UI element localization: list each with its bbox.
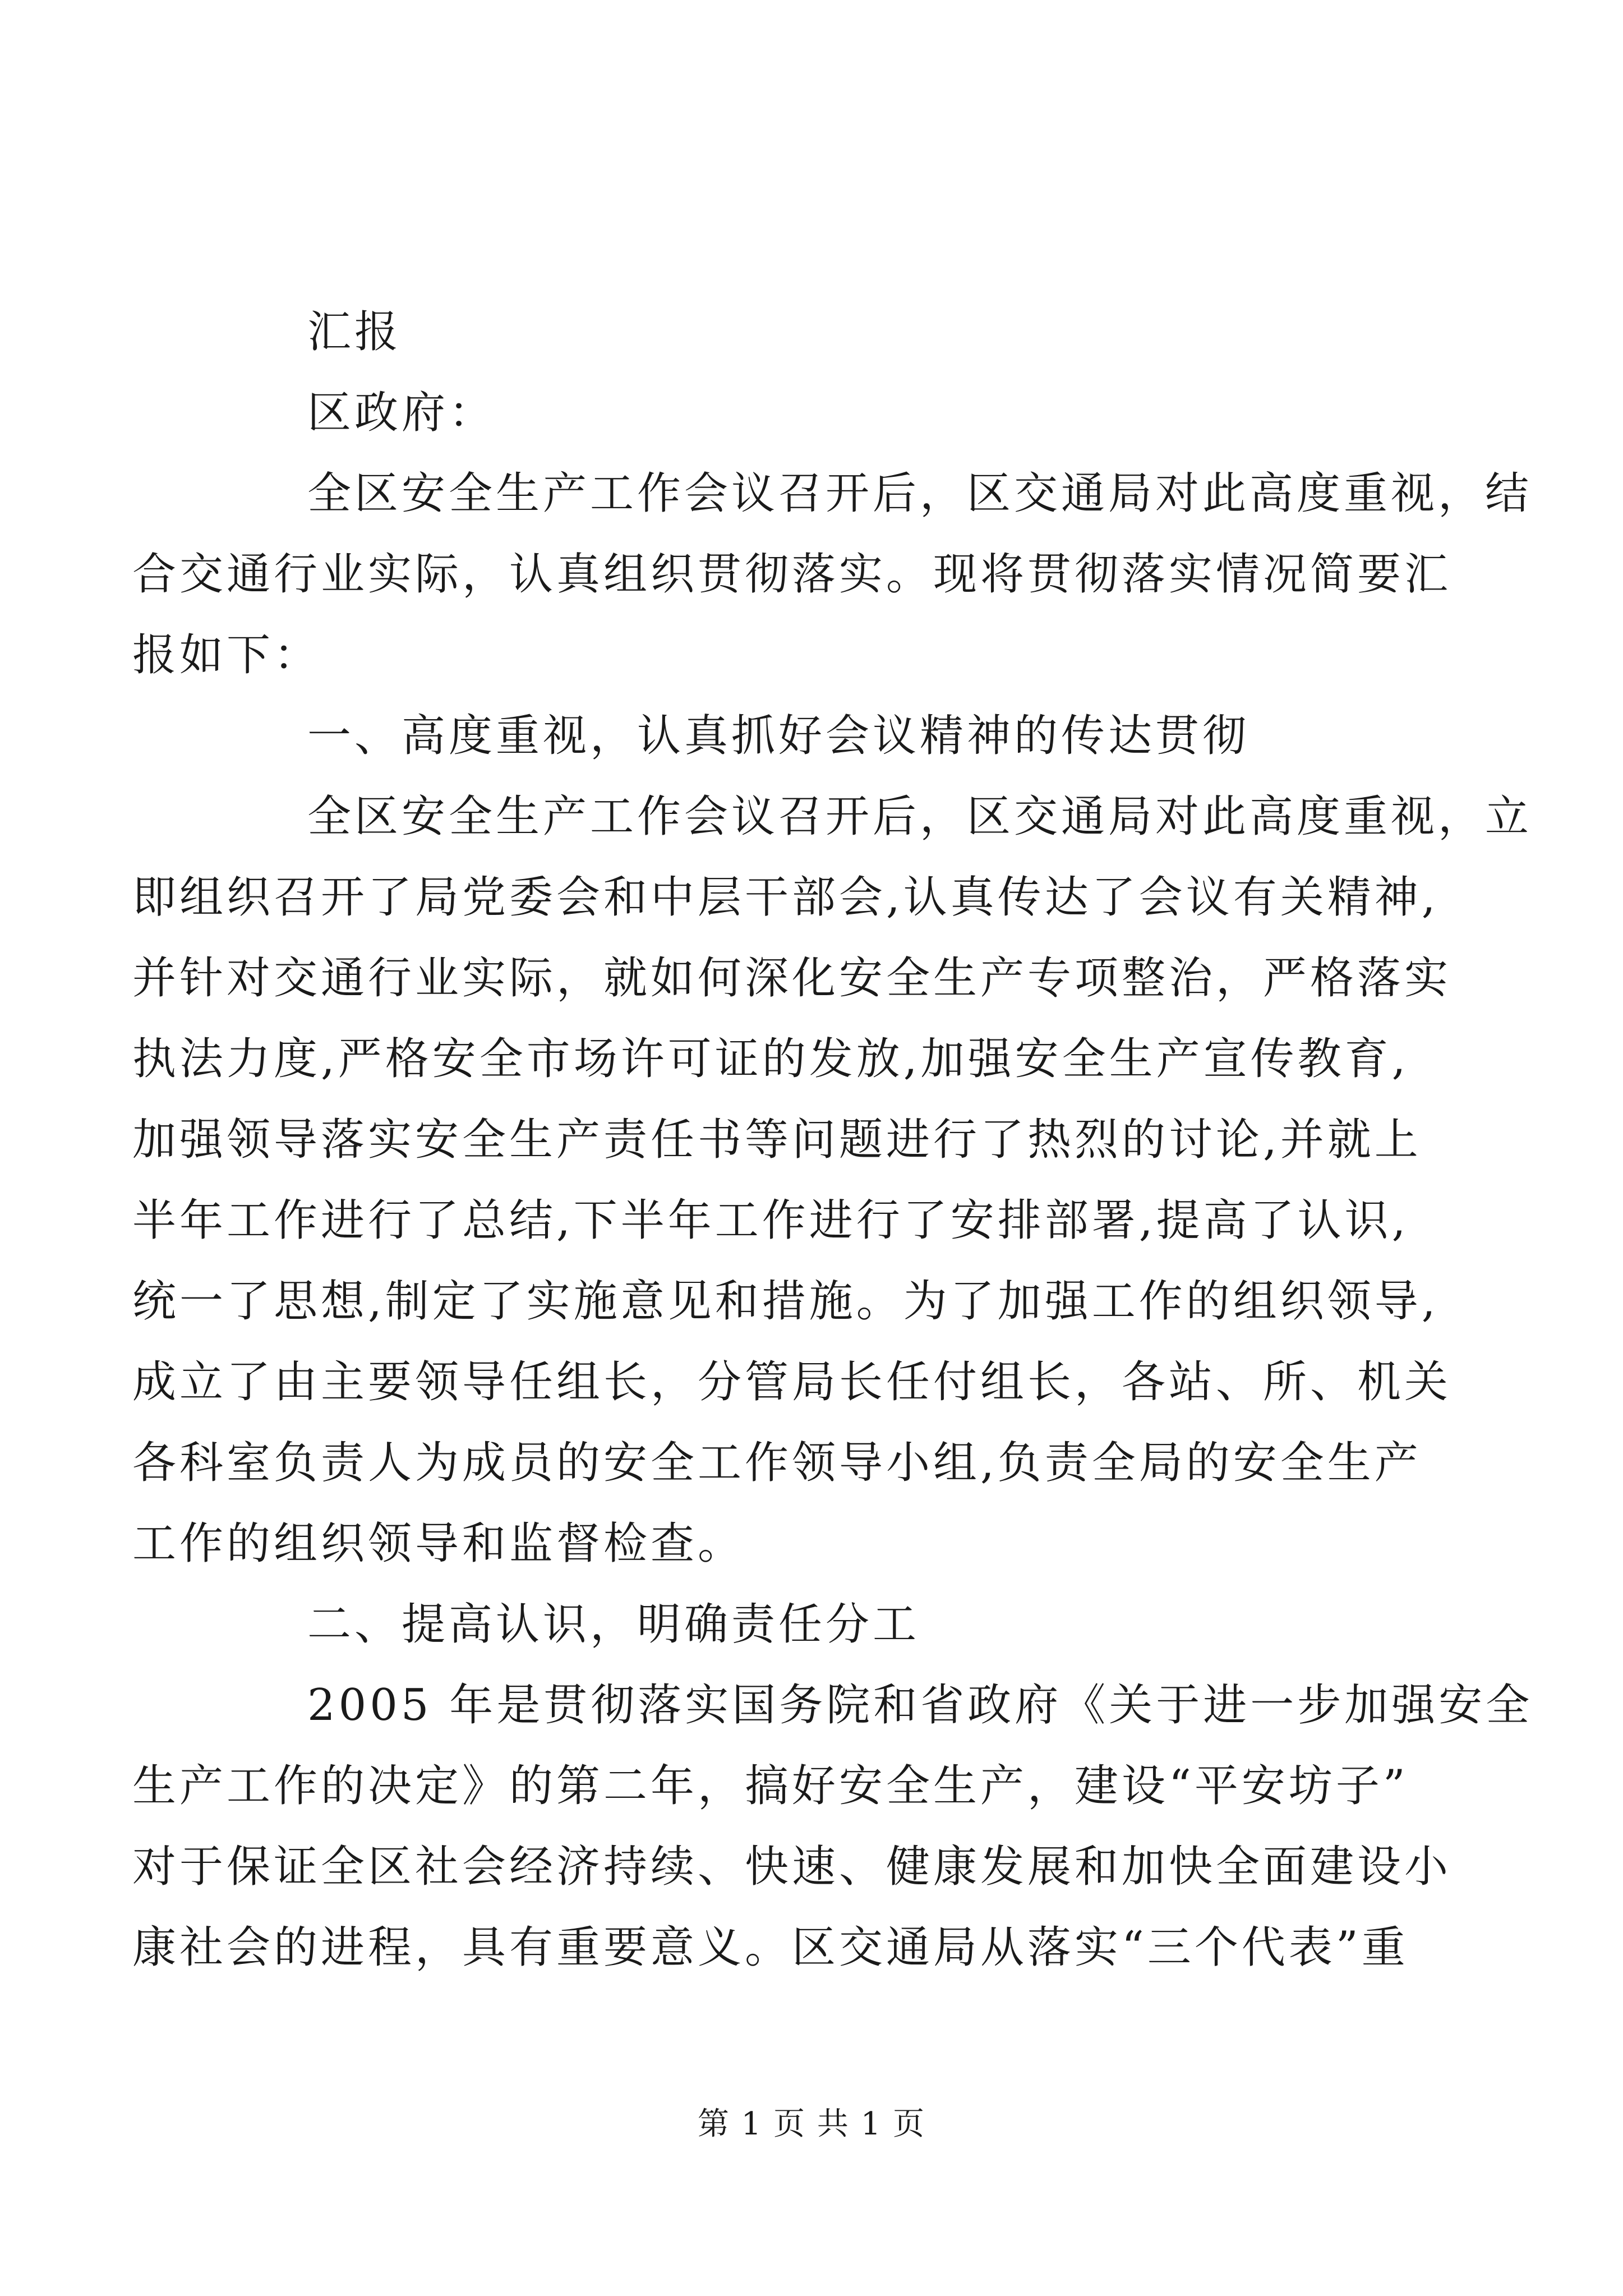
text-line: 工作的组织领导和监督检查。 xyxy=(132,1519,745,1569)
document-body xyxy=(132,292,1533,1988)
paragraph xyxy=(220,696,1428,776)
text-line: 对于保证全区社会经济持续、快速、健康发展和加快全面建设小 xyxy=(132,1842,1452,1892)
text-line: 康社会的进程，具有重要意义。区交通局从落实“三个代表”重 xyxy=(132,1922,1409,1973)
paragraph xyxy=(132,1665,1533,1988)
text-line: 半年工作进行了总结,下半年工作进行了安排部署,提高了认识, xyxy=(132,1195,1409,1246)
paragraph xyxy=(220,1584,1428,1665)
text-line: 全区安全生产工作会议召开后，区交通局对此高度重视，立 xyxy=(307,792,1533,842)
text-line: 2005 年是贯彻落实国务院和省政府《关于进一步加强安全 xyxy=(307,1680,1533,1731)
page-footer: 第 1 页 共 1 页 xyxy=(697,2106,926,2142)
text-line: 一、高度重视，认真抓好会议精神的传达贯彻 xyxy=(307,711,1250,761)
text-line: 全区安全生产工作会议召开后，区交通局对此高度重视，结 xyxy=(307,468,1533,519)
text-line: 合交通行业实际，认真组织贯彻落实。现将贯彻落实情况简要汇 xyxy=(132,549,1452,600)
paragraph xyxy=(220,292,1428,372)
text-line: 并针对交通行业实际，就如何深化安全生产专项整治，严格落实 xyxy=(132,953,1452,1004)
text-line: 成立了由主要领导任组长，分管局长任付组长，各站、所、机关 xyxy=(132,1357,1452,1407)
text-line: 生产工作的决定》的第二年，搞好安全生产，建设“平安坊子” xyxy=(132,1761,1409,1811)
text-line: 报如下： xyxy=(132,630,321,680)
text-line: 执法力度,严格安全市场许可证的发放,加强安全生产宣传教育, xyxy=(132,1034,1409,1084)
paragraph xyxy=(220,372,1428,453)
text-line: 各科室负责人为成员的安全工作领导小组,负责全局的安全生产 xyxy=(132,1438,1422,1488)
text-line: 二、提高认识，明确责任分工 xyxy=(307,1599,920,1650)
text-line: 即组织召开了局党委会和中层干部会,认真传达了会议有关精神, xyxy=(132,872,1439,923)
text-line: 区政府： xyxy=(307,388,496,438)
paragraph xyxy=(132,776,1533,1584)
paragraph xyxy=(132,453,1533,696)
text-line: 统一了思想,制定了实施意见和措施。为了加强工作的组织领导, xyxy=(132,1276,1439,1327)
text-line: 汇报 xyxy=(307,307,402,357)
text-line: 加强领导落实安全生产责任书等问题进行了热烈的讨论,并就上 xyxy=(132,1115,1422,1165)
